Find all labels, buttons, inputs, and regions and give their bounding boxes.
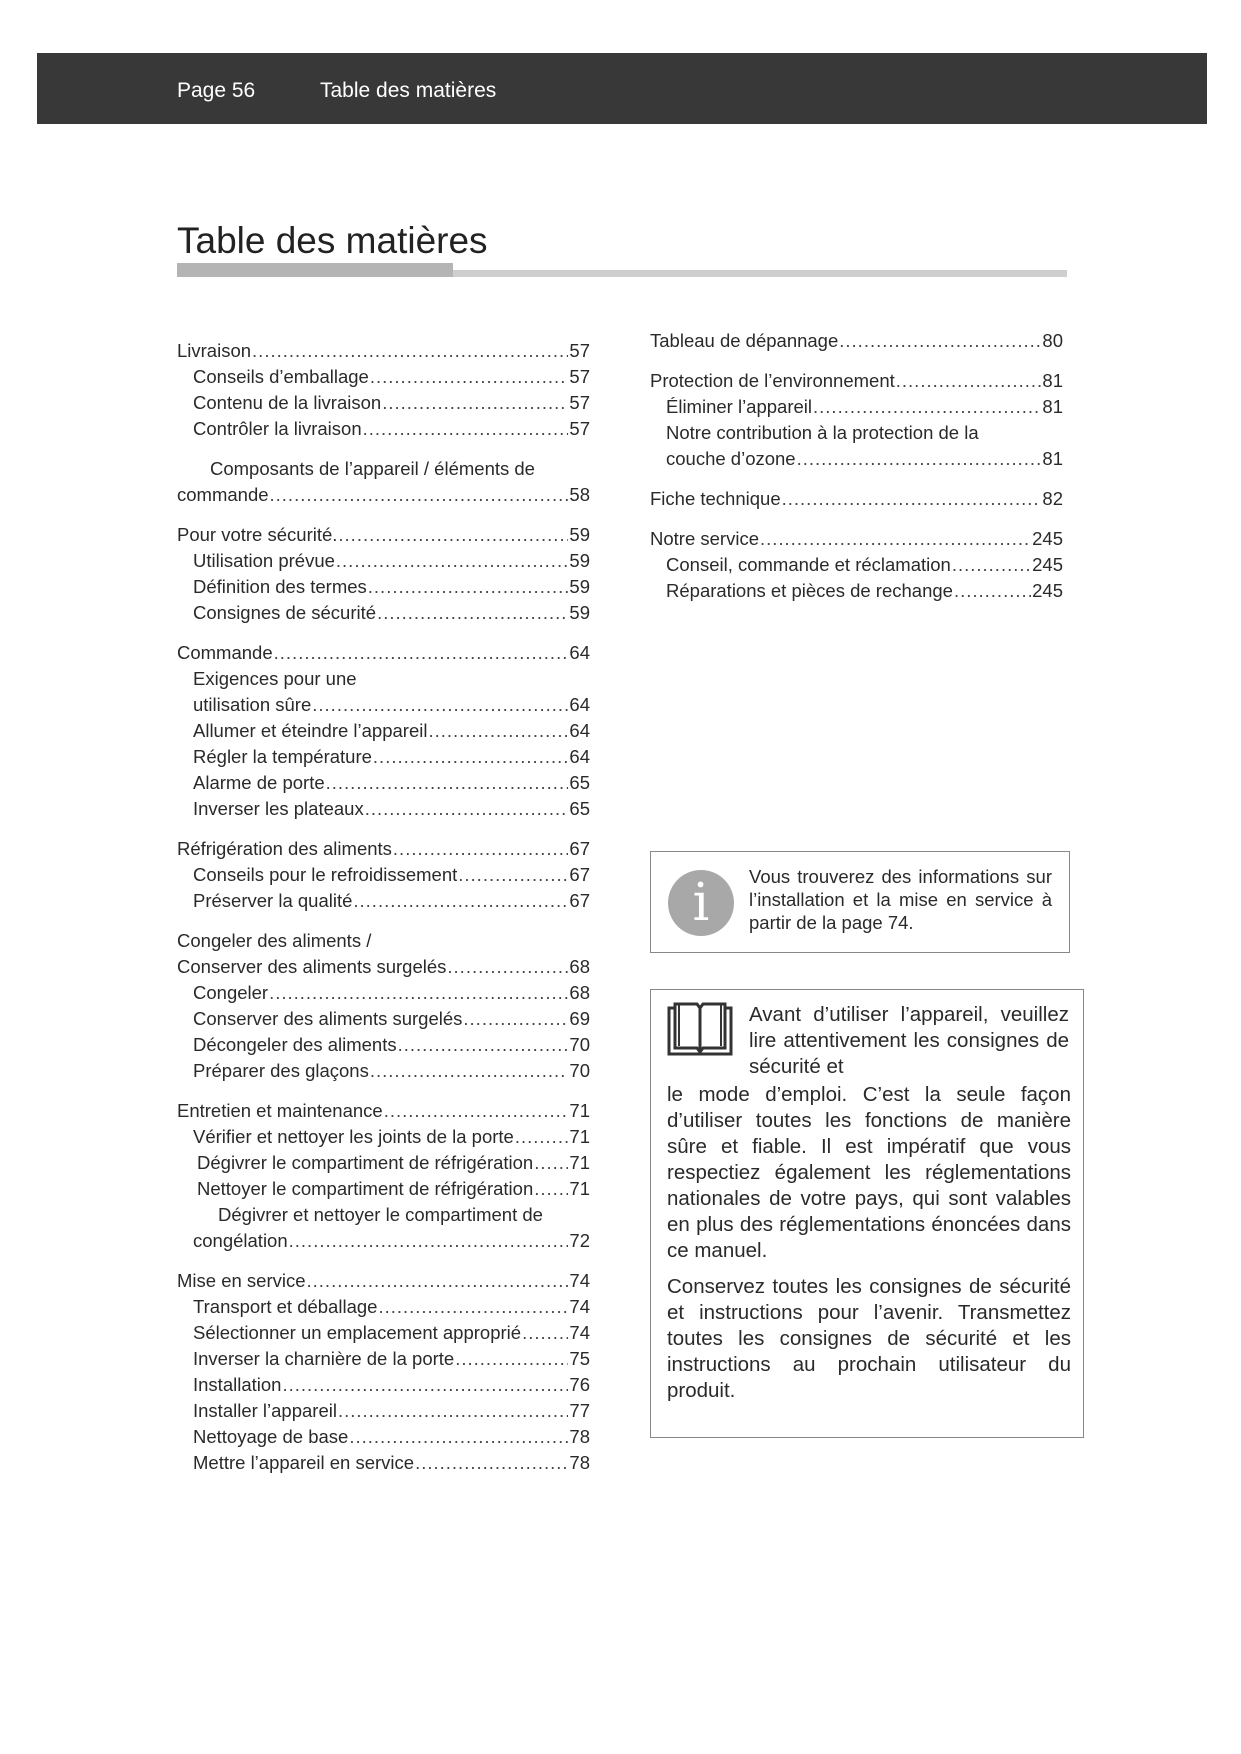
toc-entry[interactable]: Fiche technique ..... 82 bbox=[650, 486, 1063, 512]
info-icon: i bbox=[668, 870, 734, 936]
header-section-title: Table des matières bbox=[320, 79, 497, 102]
keep-instructions-text: Conservez toutes les consignes de sécurité et instructions pour l’avenir. Transmettez toutes les consignes de sécurité et les instructions au prochain utilisateur du produit. bbox=[667, 1275, 1071, 1402]
toc-entry[interactable]: Mise en service ..... 74 bbox=[177, 1268, 590, 1294]
toc-subentry[interactable]: Alarme de porte ..... 65 bbox=[177, 770, 590, 796]
toc-subentry[interactable]: Consignes de sécurité ..... 59 bbox=[177, 600, 590, 626]
toc-entry[interactable]: commande ..... 58 bbox=[177, 482, 590, 508]
toc-entry[interactable]: Commande ..... 64 bbox=[177, 640, 590, 666]
toc-section bbox=[177, 338, 590, 442]
toc-section bbox=[650, 486, 1063, 512]
toc-subentry[interactable]: Mettre l’appareil en service ..... 78 bbox=[177, 1450, 590, 1476]
toc-subentry[interactable]: Installation ..... 76 bbox=[177, 1372, 590, 1398]
toc-subentry[interactable]: congélation ..... 72 bbox=[177, 1228, 590, 1254]
toc-section bbox=[177, 928, 590, 1084]
toc-subentry[interactable]: Installer l’appareil ..... 77 bbox=[177, 1398, 590, 1424]
toc-subentry[interactable]: Régler la température ..... 64 bbox=[177, 744, 590, 770]
read-manual-body: le mode d’emploi. C’est la seule façon d’utiliser toutes les fonctions de manière sûre et fiable. Il est impératif que vous respectiez également les réglementations nationales de votre pays, qui sont valables en plus des réglementations énoncées dans ce manuel. bbox=[667, 1083, 1071, 1262]
toc-section bbox=[177, 1098, 590, 1254]
toc-entry[interactable]: Notre service ..... 245 bbox=[650, 526, 1063, 552]
info-note-text: Vous trouverez des informations sur l’installation et la mise en service à partir de la page 74. bbox=[749, 866, 1052, 933]
toc-subentry[interactable]: Dégivrer le compartiment de réfrigération ..... 71 bbox=[177, 1150, 590, 1176]
read-manual-intro: Avant d’utiliser l’appareil, veuillez lire attentivement les consignes de sécurité et bbox=[749, 1003, 1069, 1078]
title-underline-accent bbox=[177, 263, 453, 277]
toc-section bbox=[650, 328, 1063, 354]
toc-subentry[interactable]: Contrôler la livraison ..... 57 bbox=[177, 416, 590, 442]
toc-subentry[interactable]: Contenu de la livraison ..... 57 bbox=[177, 390, 590, 416]
toc-subentry[interactable]: utilisation sûre ..... 64 bbox=[177, 692, 590, 718]
toc-subentry[interactable]: Sélectionner un emplacement approprié ..... 74 bbox=[177, 1320, 590, 1346]
toc-subentry[interactable]: Éliminer l’appareil ..... 81 bbox=[650, 394, 1063, 420]
info-note-box bbox=[650, 851, 1070, 953]
toc-left-column bbox=[177, 338, 590, 1490]
page-header bbox=[37, 53, 1207, 124]
toc-entry[interactable]: Conserver des aliments surgelés ..... 68 bbox=[177, 954, 590, 980]
toc-subentry[interactable]: Conseils d’emballage ..... 57 bbox=[177, 364, 590, 390]
toc-subentry[interactable]: Définition des termes ..... 59 bbox=[177, 574, 590, 600]
toc-entry[interactable]: Entretien et maintenance ..... 71 bbox=[177, 1098, 590, 1124]
toc-subentry[interactable]: Conseils pour le refroidissement ..... 67 bbox=[177, 862, 590, 888]
toc-entry-line[interactable]: Composants de l’appareil / éléments de bbox=[210, 458, 535, 479]
toc-entry[interactable]: Réfrigération des aliments ..... 67 bbox=[177, 836, 590, 862]
toc-entry[interactable]: Tableau de dépannage ..... 80 bbox=[650, 328, 1063, 354]
toc-subentry[interactable]: Conseil, commande et réclamation ..... 245 bbox=[650, 552, 1063, 578]
toc-subentry[interactable]: Conserver des aliments surgelés ..... 69 bbox=[177, 1006, 590, 1032]
toc-subentry[interactable]: Inverser la charnière de la porte ..... 75 bbox=[177, 1346, 590, 1372]
toc-section bbox=[650, 368, 1063, 472]
toc-entry[interactable]: Pour votre sécurité. ..... 59 bbox=[177, 522, 590, 548]
toc-section bbox=[177, 640, 590, 822]
toc-subentry[interactable]: Décongeler des aliments ..... 70 bbox=[177, 1032, 590, 1058]
toc-subentry[interactable]: Transport et déballage ..... 74 bbox=[177, 1294, 590, 1320]
toc-entry[interactable]: Livraison ..... 57 bbox=[177, 338, 590, 364]
toc-subentry-line[interactable]: Dégivrer et nettoyer le compartiment de bbox=[218, 1204, 543, 1225]
toc-subentry[interactable]: Nettoyer le compartiment de réfrigération ..... 71 bbox=[177, 1176, 590, 1202]
toc-subentry[interactable]: Vérifier et nettoyer les joints de la porte ..... 71 bbox=[177, 1124, 590, 1150]
page-number: Page 56 bbox=[177, 79, 256, 102]
toc-right-column bbox=[650, 328, 1063, 618]
toc-subentry[interactable]: Allumer et éteindre l’appareil ..... 64 bbox=[177, 718, 590, 744]
toc-subentry[interactable]: couche d’ozone ..... 81 bbox=[650, 446, 1063, 472]
toc-entry[interactable]: Protection de l’environnement ..... 81 bbox=[650, 368, 1063, 394]
toc-subentry[interactable]: Nettoyage de base ..... 78 bbox=[177, 1424, 590, 1450]
read-manual-box bbox=[650, 989, 1084, 1438]
toc-subentry[interactable]: Inverser les plateaux ..... 65 bbox=[177, 796, 590, 822]
toc-section bbox=[177, 456, 590, 508]
toc-subentry[interactable]: Préparer des glaçons ..... 70 bbox=[177, 1058, 590, 1084]
page-title: Table des matières bbox=[177, 220, 488, 261]
book-icon bbox=[667, 998, 733, 1058]
toc-subentry-line[interactable]: Notre contribution à la protection de la bbox=[666, 422, 979, 443]
toc-subentry[interactable]: Réparations et pièces de rechange ..... 245 bbox=[650, 578, 1063, 604]
toc-section bbox=[177, 1268, 590, 1476]
toc-section bbox=[177, 836, 590, 914]
toc-subentry-line[interactable]: Exigences pour une bbox=[193, 668, 357, 689]
toc-subentry[interactable]: Préserver la qualité ..... 67 bbox=[177, 888, 590, 914]
toc-subentry[interactable]: Utilisation prévue ..... 59 bbox=[177, 548, 590, 574]
toc-entry-line[interactable]: Congeler des aliments / bbox=[177, 930, 372, 951]
toc-section bbox=[177, 522, 590, 626]
toc-section bbox=[650, 526, 1063, 604]
toc-subentry[interactable]: Congeler ..... 68 bbox=[177, 980, 590, 1006]
